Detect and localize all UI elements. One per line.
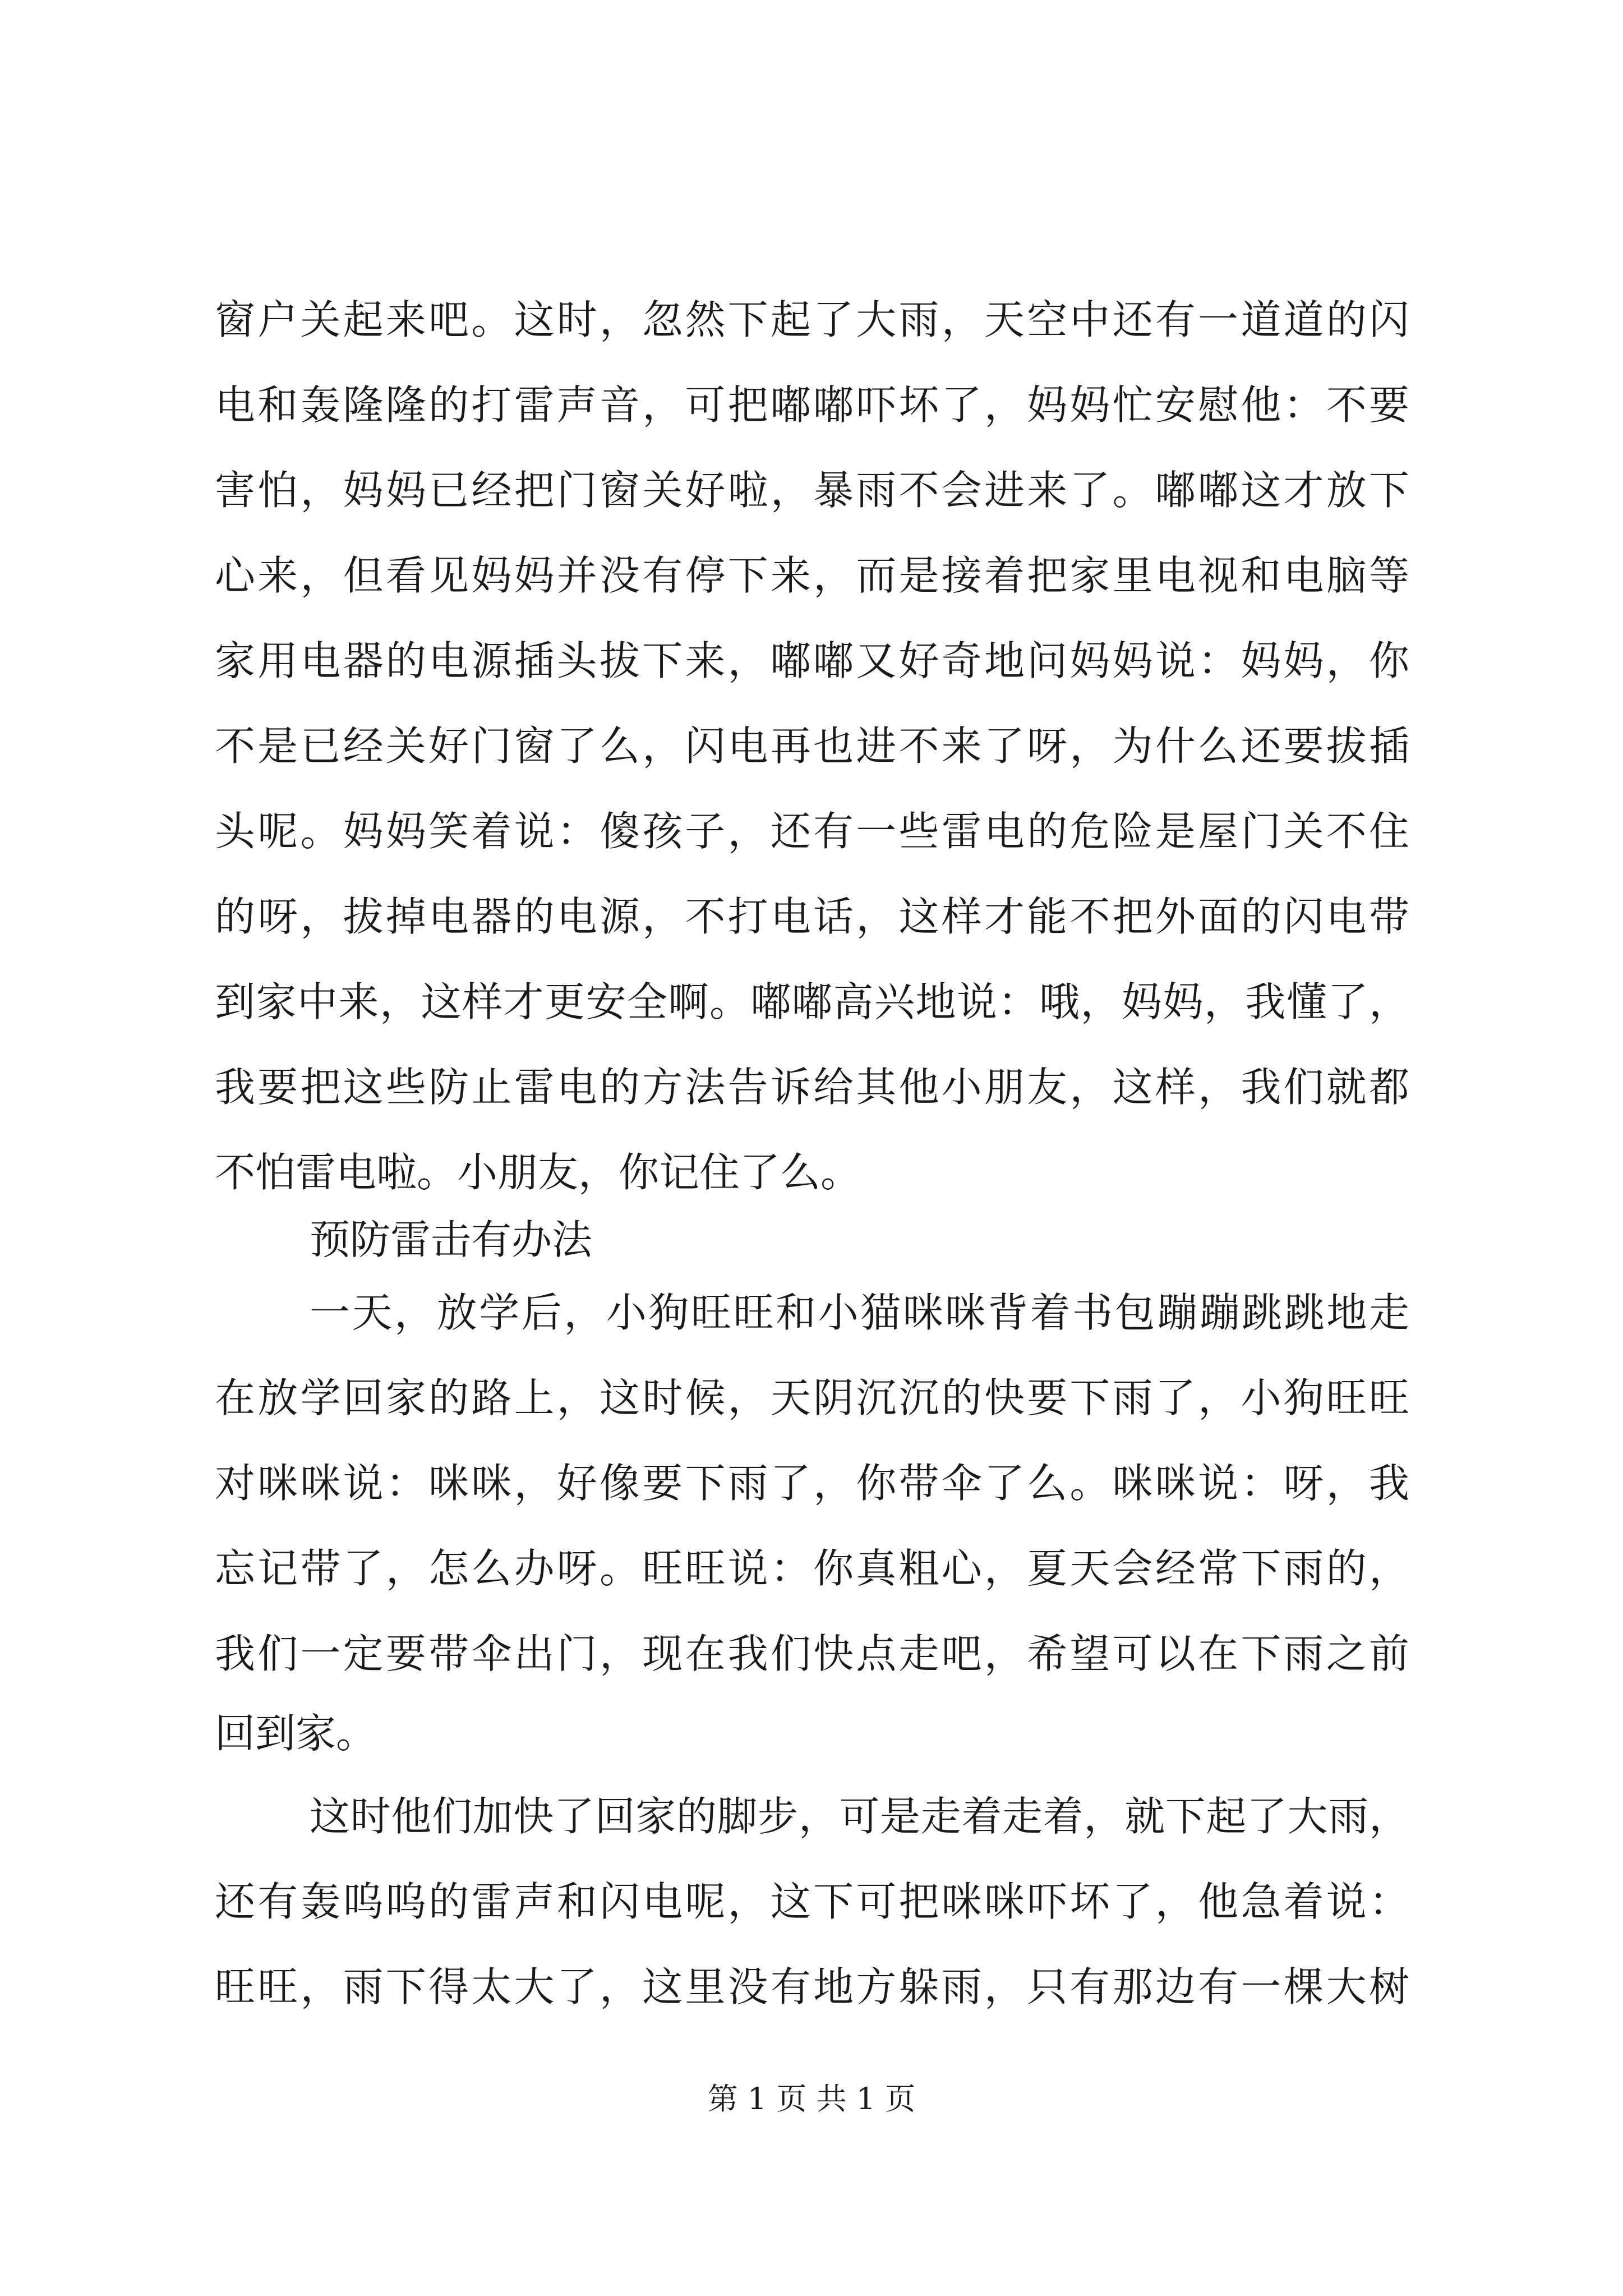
section-heading: 预防雷击有办法 — [310, 1216, 593, 1263]
text-line-5: 家用电器的电源插头拔下来，嘟嘟又好奇地问妈妈说：妈妈，你 — [215, 637, 1409, 684]
text-line-9: 到家中来，这样才更安全啊。嘟嘟高兴地说：哦，妈妈，我懂了， — [215, 978, 1409, 1025]
text-line-1: 窗户关起来吧。这时，忽然下起了大雨，天空中还有一道道的闪 — [215, 296, 1409, 343]
text-line-15: 对咪咪说：咪咪，好像要下雨了，你带伞了么。咪咪说：呀，我 — [215, 1460, 1409, 1507]
text-line-10: 我要把这些防止雷电的方法告诉给其他小朋友，这样，我们就都 — [215, 1064, 1409, 1111]
page-footer: 第 1 页 共 1 页 — [707, 2081, 916, 2116]
text-line-13: 一天，放学后，小狗旺旺和小猫咪咪背着书包蹦蹦跳跳地走 — [310, 1289, 1409, 1336]
text-line-11: 不怕雷电啦。小朋友，你记住了么。 — [215, 1149, 861, 1196]
text-line-7: 头呢。妈妈笑着说：傻孩子，还有一些雷电的危险是屋门关不住 — [215, 808, 1409, 855]
text-line-4: 心来，但看见妈妈并没有停下来，而是接着把家里电视和电脑等 — [215, 552, 1409, 599]
text-line-16: 忘记带了，怎么办呀。旺旺说：你真粗心，夏天会经常下雨的， — [215, 1545, 1409, 1592]
text-line-19: 这时他们加快了回家的脚步，可是走着走着，就下起了大雨， — [310, 1793, 1409, 1840]
text-line-8: 的呀，拔掉电器的电源，不打电话，这样才能不把外面的闪电带 — [215, 893, 1409, 940]
text-line-18: 回到家。 — [215, 1710, 377, 1757]
text-line-2: 电和轰隆隆的打雷声音，可把嘟嘟吓坏了，妈妈忙安慰他：不要 — [215, 381, 1409, 429]
text-line-6: 不是已经关好门窗了么，闪电再也进不来了呀，为什么还要拔插 — [215, 723, 1409, 770]
text-line-14: 在放学回家的路上，这时候，天阴沉沉的快要下雨了，小狗旺旺 — [215, 1374, 1409, 1421]
text-line-17: 我们一定要带伞出门，现在我们快点走吧，希望可以在下雨之前 — [215, 1630, 1409, 1677]
text-line-20: 还有轰呜呜的雷声和闪电呢，这下可把咪咪吓坏了，他急着说： — [215, 1878, 1409, 1925]
text-line-21: 旺旺，雨下得太大了，这里没有地方躲雨，只有那边有一棵大树 — [215, 1963, 1409, 2010]
text-line-3: 害怕，妈妈已经把门窗关好啦，暴雨不会进来了。嘟嘟这才放下 — [215, 467, 1409, 514]
